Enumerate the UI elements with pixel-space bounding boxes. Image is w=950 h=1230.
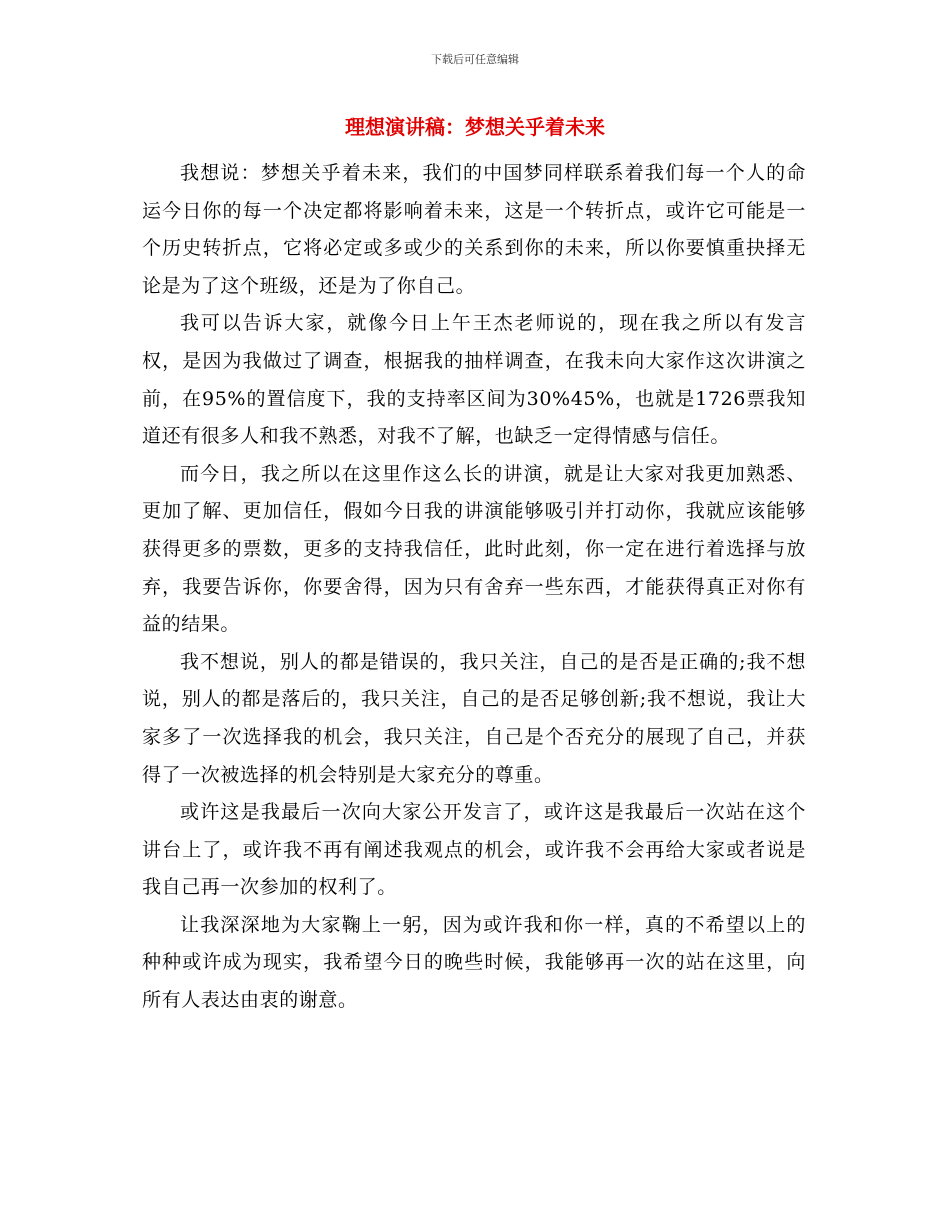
paragraph-2: 我可以告诉大家，就像今日上午王杰老师说的，现在我之所以有发言权，是因为我做过了调查，根据我的抽样调查，在我未向大家作这次讲演之前，在95%的置信度下，我的支持率区间为30%45%，也就是1726票我知道还有很多人和我不熟悉，对我不了解，也缺乏一定得情感与信任。	[142, 312, 806, 448]
document-title: 理想演讲稿：梦想关乎着未来	[345, 115, 605, 139]
paragraph-1: 我想说：梦想关乎着未来，我们的中国梦同样联系着我们每一个人的命运今日你的每一个决定都将影响着未来，这是一个转折点，或许它可能是一个历史转折点，它将必定或多或少的关系到你的未来，所以你要慎重抉择无论是为了这个班级，还是为了你自己。	[142, 162, 806, 297]
paragraph-6: 让我深深地为大家鞠上一躬，因为或许我和你一样，真的不希望以上的种种或许成为现实，我希望今日的晚些时候，我能够再一次的站在这里，向所有人表达由衷的谢意。	[142, 913, 806, 1012]
paragraph-4: 我不想说，别人的都是错误的，我只关注，自己的是否是正确的;我不想说，别人的都是落后的，我只关注，自己的是否足够创新;我不想说，我让大家多了一次选择我的机会，我只关注，自己是个否充分的展现了自己，并获得了一次被选择的机会特别是大家充分的尊重。	[142, 650, 806, 786]
paragraph-5: 或许这是我最后一次向大家公开发言了，或许这是我最后一次站在这个讲台上了，或许我不再有阐述我观点的机会，或许我不会再给大家或者说是我自己再一次参加的权利了。	[142, 801, 806, 899]
paragraph-3: 而今日，我之所以在这里作这么长的讲演，就是让大家对我更加熟悉、更加了解、更加信任，假如今日我的讲演能够吸引并打动你，我就应该能够获得更多的票数，更多的支持我信任，此时此刻，你一定在进行着选择与放弃，我要告诉你，你要舍得，因为只有舍弃一些东西，才能获得真正对你有益的结果。	[142, 462, 806, 636]
document-body	[142, 155, 806, 1020]
page-header: 下载后可任意编辑	[431, 53, 519, 66]
